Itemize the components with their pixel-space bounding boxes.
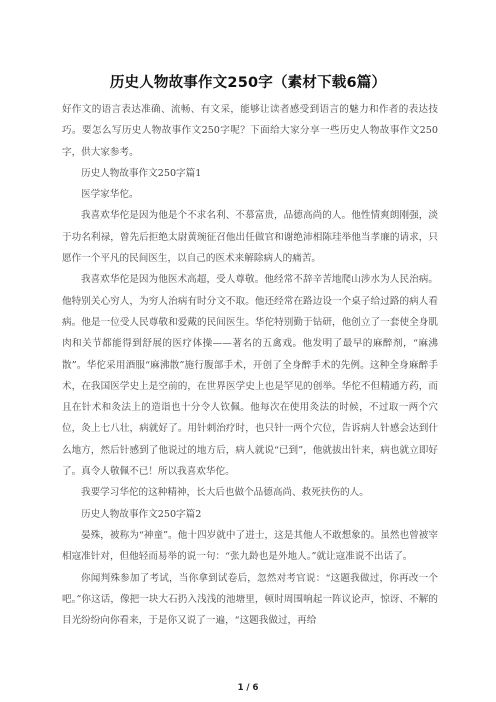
- paragraph: 你闻判殊参加了考试，当你拿到试卷后，忽然对考官说：“这题我做过，你再改一个吧。”你这话，像把一块大石扔入浅浅的池塘里，顿时周围响起一阵议论声，惊讶、不解的目光纷纷向你看来，于是你又说了一遍，“这题我做过，再给: [62, 572, 438, 627]
- paragraph: 我喜欢华佗是因为他是个不求名利、不慕富贵，品德高尚的人。他性情爽朗刚强，淡于功名利禄，曾先后拒绝太尉黄琬征召他出任做官和谢绝沛相陈珪举他当孝廉的请求，只愿作一个平凡的民间医生，以自己的医术来解除病人的痛苦。: [62, 210, 438, 265]
- page-indicator: 1 / 6: [237, 683, 259, 693]
- paragraph: 晏殊，被称为“神童”。他十四岁就中了进士，这是其他人不敢想象的。虽然也曾被宰相寇准针对，但他轻而易举的说一句：“张九龄也是外地人。”就让寇准说不出话了。: [62, 529, 438, 563]
- section-heading: 历史人物故事作文250字篇1: [81, 167, 202, 179]
- paragraph: 我喜欢华佗是因为他医术高超，受人尊敬。他经常不辞辛苦地爬山涉水为人民治病。他特别关心穷人，为穷人治病有时分文不取。他还经常在路边设一个桌子给过路的病人看病。他是一位受人民尊敬和爱戴的民间医生。华佗特别勤于钻研，他创立了一套使全身肌肉和关节都能得到舒展的医疗体操——著名的五禽戏。他发明了最早的麻醉剂，“麻沸散”。华佗采用酒服“麻沸散”施行腹部手术，开创了全身醉手术的先例。这种全身麻醉手术，在我国医学史上是空前的，在世界医学史上也是罕见的创举。华佗不但精通方药，而且在针术和灸法上的造诣也十分令人钦佩。他每次在使用灸法的时候，不过取一两个穴位，灸上七八壮，病就好了。用针刺治疗时，也只针一两个穴位，告诉病人针感会达到什么地方，然后针感到了他说过的地方后，病人就说“已到”，他就拔出针来，病也就立即好了。真令人敬佩不已！所以我喜欢华佗。: [62, 274, 438, 478]
- section-heading: 历史人物故事作文250字篇2: [81, 508, 202, 520]
- paragraph-intro: 好作文的语言表达准确、流畅、有文采，能够让读者感受到语言的魅力和作者的表达技巧。要怎么写历史人物故事作文250字呢？下面给大家分享一些历史人物故事作文250字，供大家参考。: [62, 104, 438, 158]
- paragraph: 我要学习华佗的这种精神，长大后也做个品德高尚、救死扶伤的人。: [81, 487, 369, 499]
- document-body: [62, 99, 438, 631]
- document-title: 历史人物故事作文250字（素材下载6篇）: [109, 75, 387, 91]
- paragraph: 医学家华佗。: [81, 189, 139, 201]
